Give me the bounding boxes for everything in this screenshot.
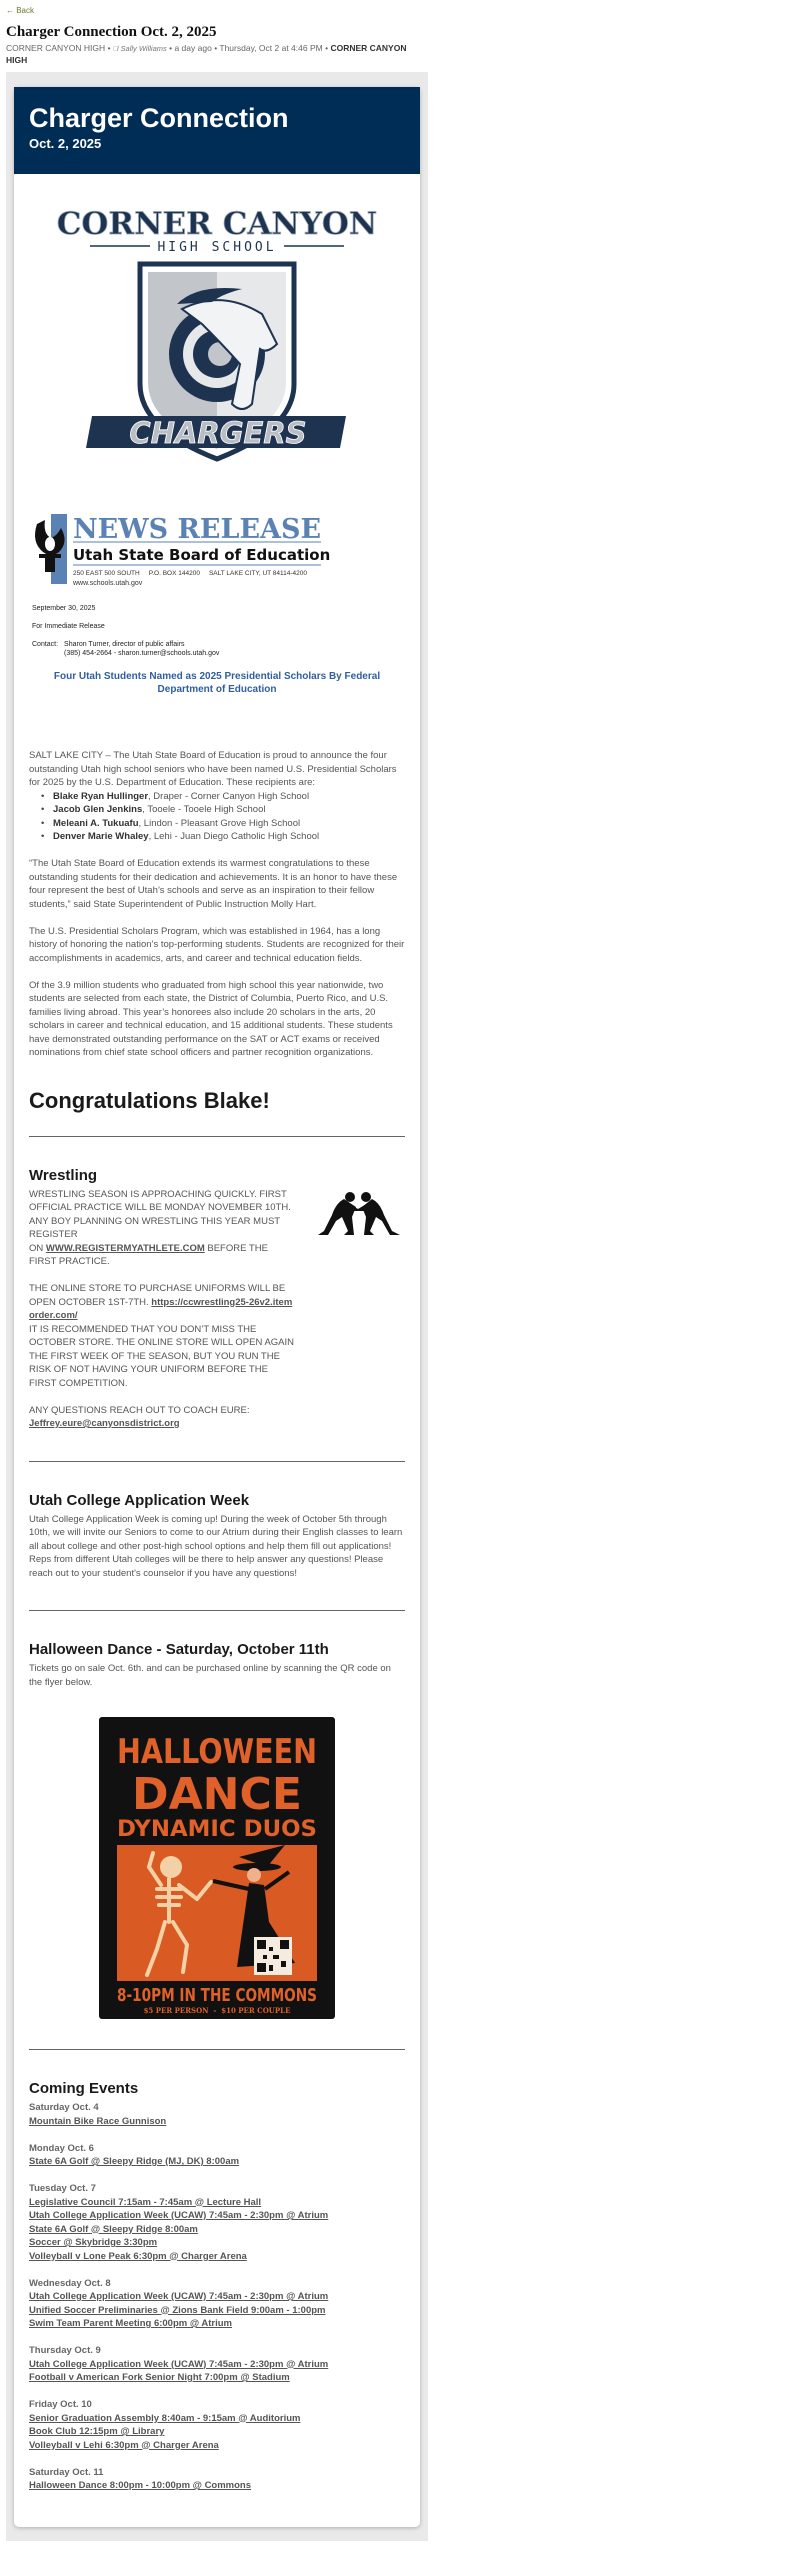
- ucaw-body: Utah College Application Week is coming up! During the week of October 5th through 10th, we will invite our Seniors to come to our Atrium during their English classes to learn all about college and other post-high school options and help them fill out applications! Reps from different Utah colleges will be there to help answer any questions! Please reach out to your student's counselor if you have any questions!: [29, 1513, 403, 1579]
- post-meta: [6, 43, 426, 66]
- flyer-line3: DYNAMIC DUOS: [117, 1817, 317, 1842]
- wrestling-section: [29, 1167, 405, 1431]
- halloween-flyer: [99, 1717, 335, 2019]
- event-link[interactable]: State 6A Golf @ Sleepy Ridge (MJ, DK) 8:00am: [29, 2156, 240, 2167]
- news-date: September 30, 2025: [32, 605, 96, 612]
- logo-line1: CORNER CANYON: [56, 206, 378, 242]
- event-link[interactable]: Unified Soccer Preliminaries @ Zions Bank Field 9:00am - 1:00pm: [29, 2304, 326, 2316]
- wrestling-p1: WRESTLING SEASON IS APPROACHING QUICKLY. FIRST OFFICIAL PRACTICE WILL BE MONDAY NOVEMBER 10TH. ANY BOY PLANNING ON WRESTLING THIS YEAR MUST REGISTER ON WWW.REGISTERMYATHLETE.COM BEFORE THE FIRST PRACTICE.: [29, 1188, 291, 1267]
- event-link[interactable]: Utah College Application Week (UCAW) 7:45am - 2:30pm @ Atrium: [29, 2210, 329, 2221]
- events-heading: Coming Events: [29, 2080, 139, 2097]
- divider: [29, 1136, 405, 1137]
- logo-line2: HIGH SCHOOL: [157, 240, 277, 255]
- meta-relative-time: a day ago: [174, 43, 212, 53]
- event-day-group: [29, 2182, 405, 2263]
- recipient-item: • Denver Marie Whaley, Lehi - Juan Diego Catholic High School: [41, 830, 405, 844]
- event-day-label: Thursday Oct. 9: [29, 2345, 101, 2356]
- event-day-group: [29, 2142, 405, 2169]
- wrestlers-icon: [314, 1187, 404, 1242]
- news-release-image: [29, 504, 405, 729]
- article-selection: Of the 3.9 million students who graduated from high school this year nationwide, two students are selected from each state, the District of Columbia, Puerto Rico, and U.S. families living abroad. This year’s honorees also include 20 scholars in the arts, 20 scholars in career and technical education, and 15 additional students. These students have demonstrated outstanding performance on the SAT or ACT exams or received nominations from chief state school officers and partner recognition organizations.: [29, 979, 393, 1058]
- event-link[interactable]: Volleyball v Lehi 6:30pm @ Charger Arena: [29, 2439, 219, 2451]
- event-link[interactable]: Football v American Fork Senior Night 7:00pm @ Stadium: [29, 2372, 290, 2383]
- event-day-label: Tuesday Oct. 7: [29, 2183, 96, 2194]
- flyer-prices: $5 PER PERSON - $10 PER COUPLE: [143, 2006, 291, 2015]
- event-link[interactable]: Utah College Application Week (UCAW) 7:45am - 2:30pm @ Atrium: [29, 2358, 329, 2370]
- event-link[interactable]: State 6A Golf @ Sleepy Ridge 8:00am: [29, 2223, 198, 2235]
- back-link[interactable]: ← Back: [6, 6, 35, 15]
- news-header: NEWS RELEASE: [73, 514, 322, 545]
- event-day-group: [29, 2277, 405, 2331]
- article-program: The U.S. Presidential Scholars Program, which was established in 1964, has a long history of honoring the nation’s top-performing students. Students are recognized for their accomplishments in academics, arts, and career and technical education fields.: [29, 925, 405, 964]
- news-release-type: For Immediate Release: [32, 623, 105, 630]
- ucaw-heading: Utah College Application Week: [29, 1491, 250, 1509]
- coming-events-section: [29, 2080, 405, 2493]
- meta-separator: •: [107, 43, 111, 53]
- event-link[interactable]: Volleyball v Lone Peak 6:30pm @ Charger Arena: [29, 2250, 247, 2262]
- meta-separator: •: [169, 43, 173, 53]
- event-day-group: [29, 2398, 405, 2452]
- logo-mascot: CHARGERS: [129, 416, 307, 450]
- event-link[interactable]: Legislative Council 7:15am - 7:45am @ Lecture Hall: [29, 2196, 262, 2208]
- event-link[interactable]: Halloween Dance 8:00pm - 10:00pm @ Commons: [29, 2480, 252, 2491]
- event-day-label: Friday Oct. 10: [29, 2399, 92, 2410]
- event-day-group: [29, 2344, 405, 2385]
- meta-group[interactable]: CORNER CANYON HIGH: [6, 43, 407, 65]
- event-day-label: Saturday Oct. 11: [29, 2466, 104, 2478]
- coach-email-link[interactable]: Jeffrey.eure@canyonsdistrict.org: [29, 1418, 180, 1429]
- event-link[interactable]: Soccer @ Skybridge 3:30pm: [29, 2237, 158, 2248]
- news-address: 250 EAST 500 SOUTH P.O. BOX 144200 SALT LAKE CITY, UT 84114-4200: [73, 570, 308, 577]
- events-list: [29, 2101, 405, 2493]
- recipient-item: • Blake Ryan Hullinger, Draper - Corner Canyon High School: [41, 790, 405, 804]
- event-link[interactable]: Senior Graduation Assembly 8:40am - 9:15am @ Auditorium: [29, 2412, 301, 2424]
- uniform-store-link[interactable]: https://ccwrestling25-26v2.itemorder.com/: [29, 1296, 293, 1321]
- event-day-label: Wednesday Oct. 8: [29, 2277, 111, 2289]
- news-contact-info: (385) 454-2664 - sharon.turner@schools.utah.gov: [64, 650, 220, 657]
- recipients-list: [29, 790, 405, 844]
- event-day-label: Monday Oct. 6: [29, 2142, 94, 2154]
- halloween-body: Tickets go on sale Oct. 6th. and can be purchased online by scanning the QR code on the flyer below.: [29, 1663, 391, 1688]
- divider: [29, 1461, 405, 1462]
- banner-title: Charger Connection: [29, 103, 289, 133]
- event-day-group: [29, 2466, 405, 2493]
- flyer-line2: DANCE: [132, 1769, 302, 1820]
- meta-separator: •: [214, 43, 218, 53]
- registermyathlete-link[interactable]: WWW.REGISTERMYATHLETE.COM: [45, 1242, 205, 1254]
- banner-date: Oct. 2, 2025: [29, 136, 102, 151]
- meta-datetime: Thursday, Oct 2 at 4:46 PM: [219, 43, 323, 53]
- news-org: Utah State Board of Education: [73, 546, 331, 564]
- event-day-label: Saturday Oct. 4: [29, 2102, 99, 2113]
- halloween-heading: Halloween Dance - Saturday, October 11th: [29, 1641, 329, 1658]
- news-website: www.schools.utah.gov: [73, 580, 143, 587]
- recipient-item: • Meleani A. Tukuafu, Lindon - Pleasant Grove High School: [41, 817, 405, 831]
- school-logo: [29, 174, 405, 474]
- wrestling-heading: Wrestling: [29, 1166, 98, 1184]
- news-contact-label: Contact:: [32, 641, 59, 648]
- divider: [29, 1610, 405, 1611]
- event-link[interactable]: Swim Team Parent Meeting 6:00pm @ Atrium: [29, 2318, 233, 2329]
- news-headline: Four Utah Students Named as 2025 Presidential Scholars By Federal Department of Education: [53, 671, 381, 695]
- newsletter-card: [14, 87, 420, 2527]
- eye-slash-icon: 👁̸: [112, 46, 119, 53]
- meta-author: Sally Williams: [120, 44, 167, 53]
- article-intro: SALT LAKE CITY – The Utah State Board of Education is proud to announce the four outstanding Utah high school seniors who have been named U.S. Presidential Scholars for 2025 by the U.S. Department of Education. These recipients are:: [29, 750, 397, 788]
- wrestling-p3: ANY QUESTIONS REACH OUT TO COACH EURE: Jeffrey.eure@canyonsdistrict.org: [29, 1404, 250, 1429]
- meta-separator: •: [325, 43, 329, 53]
- email-container: [6, 72, 428, 2541]
- event-day-group: [29, 2101, 405, 2128]
- article-quote: “The Utah State Board of Education extends its warmest congratulations to these outstanding students for their dedication and achievements. It is an honor to have these four represent the best of Utah’s schools and serve as an inspiration to their fellow students,” said State Superintendent of Public Instruction Molly Hart.: [29, 858, 398, 910]
- recipient-item: • Jacob Glen Jenkins, Tooele - Tooele High School: [41, 803, 405, 817]
- wrestling-p2: THE ONLINE STORE TO PURCHASE UNIFORMS WILL BE OPEN OCTOBER 1ST-7TH. https://ccwrestling25-26v2.itemorder.com/ IT IS RECOMMENDED THAT YOU DON’T MISS THE OCTOBER STORE. THE ONLINE STORE WILL OPEN AGAIN THE FIRST WEEK OF THE SEASON, BUT YOU RUN THE RISK OF NOT HAVING YOUR UNIFORM BEFORE THE FIRST COMPETITION.: [29, 1283, 295, 1389]
- flyer-line1: HALLOWEEN: [117, 1732, 317, 1772]
- event-link[interactable]: Utah College Application Week (UCAW) 7:45am - 2:30pm @ Atrium: [29, 2291, 329, 2302]
- newsletter-banner: [14, 87, 420, 174]
- event-link[interactable]: Mountain Bike Race Gunnison: [29, 2115, 167, 2127]
- flyer-time-place: 8-10PM IN THE COMMONS: [117, 1985, 317, 2006]
- post-title: Charger Connection Oct. 2, 2025: [6, 24, 217, 40]
- meta-source[interactable]: CORNER CANYON HIGH: [6, 43, 106, 53]
- news-contact-name: Sharon Turner, director of public affairs: [64, 641, 185, 648]
- congrats-heading: Congratulations Blake!: [29, 1087, 270, 1113]
- ucaw-section: [29, 1492, 405, 1581]
- divider: [29, 2049, 405, 2050]
- event-link[interactable]: Book Club 12:15pm @ Library: [29, 2426, 165, 2437]
- halloween-section: [29, 1641, 405, 2019]
